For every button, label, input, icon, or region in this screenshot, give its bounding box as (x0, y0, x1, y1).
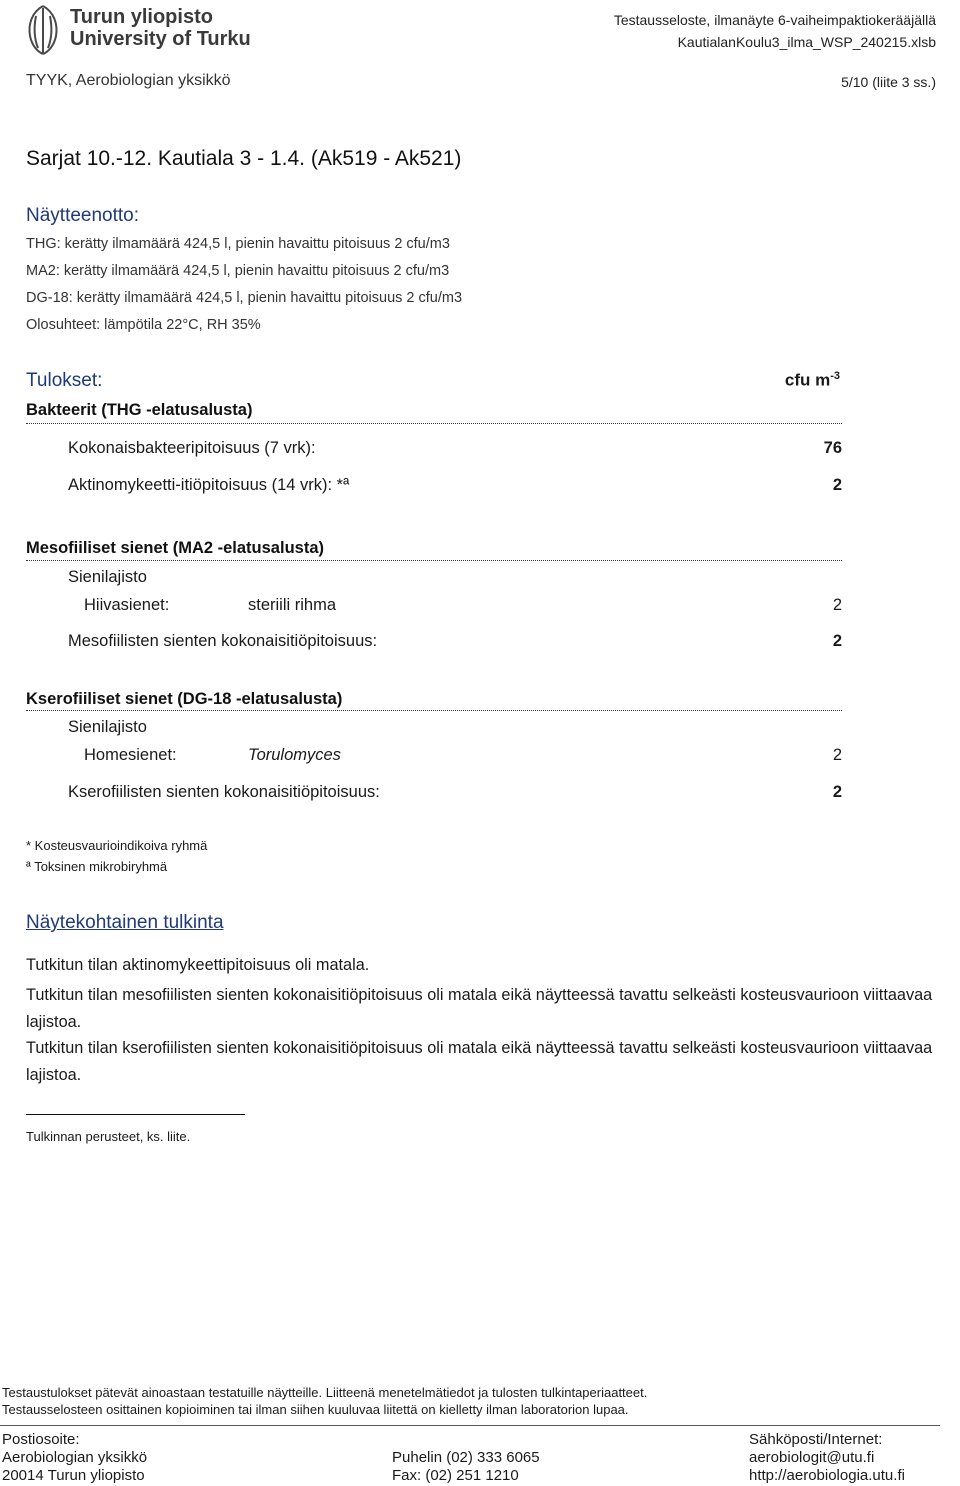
postal-address (2, 1431, 147, 1485)
address-line: Aerobiologian yksikkö (2, 1449, 148, 1466)
result-row-total-bacteria (68, 439, 842, 458)
unit-base: cfu m (784, 370, 831, 390)
sampling-heading: Näytteenotto: (26, 205, 140, 226)
xerophilic-genus-row (84, 746, 842, 765)
file-name: KautialanKoulu3_ilma_WSP_240215.xlsb (677, 34, 936, 50)
divider (26, 710, 842, 711)
footnote-moisture: * Kosteusvaurioindikoiva ryhmä (26, 838, 208, 853)
logo-text-en: University of Turku (70, 28, 251, 50)
mesophilic-species-label: Sienilajisto (68, 568, 147, 586)
row-label: Kokonaisbakteeripitoisuus (7 vrk): (68, 439, 316, 457)
sampling-line-dg18: DG-18: kerätty ilmamäärä 424,5 l, pienin havaittu pitoisuus 2 cfu/m3 (26, 290, 463, 306)
mesophilic-total-row (68, 632, 842, 651)
logo-text-fi: Turun yliopisto (70, 6, 213, 28)
report-title: Testausseloste, ilmanäyte 6-vaiheimpaktiokerääjällä (613, 12, 936, 28)
genus-label: Homesienet: (84, 746, 177, 764)
results-unit (785, 370, 840, 391)
phone-contact (392, 1449, 540, 1485)
mesophilic-genus-row (84, 596, 842, 615)
results-heading: Tulokset: (26, 370, 103, 391)
row-value: 2 (832, 476, 842, 494)
xerophilic-species-label: Sienilajisto (68, 718, 147, 736)
interpretation-paragraph: Tutkitun tilan mesofiilisten sienten kokonaisitiöpitoisuus oli matala eikä näytteessä tavattu selkeästi kosteusvaurioon viittaavaa lajistoa. (26, 986, 933, 1031)
divider (26, 1114, 245, 1115)
divider (26, 423, 842, 424)
bacteria-heading: Bakteerit (THG -elatusalusta) (26, 401, 253, 419)
fax-number: Fax: (02) 251 1210 (392, 1467, 519, 1484)
divider (0, 1425, 940, 1426)
email-link[interactable]: aerobiologit@utu.fi (749, 1449, 875, 1466)
mesophilic-heading: Mesofiiliset sienet (MA2 -elatusalusta) (26, 539, 324, 557)
sampling-line-ma2: MA2: kerätty ilmamäärä 424,5 l, pienin havaittu pitoisuus 2 cfu/m3 (26, 263, 450, 279)
address-line: 20014 Turun yliopisto (2, 1467, 145, 1484)
row-value: 2 (832, 632, 842, 650)
web-contact (749, 1431, 905, 1485)
web-label: Sähköposti/Internet: (749, 1431, 883, 1448)
genus-value: 2 (832, 746, 842, 764)
sampling-conditions: Olosuhteet: lämpötila 22°C, RH 35% (26, 317, 261, 333)
sampling-line-thg: THG: kerätty ilmamäärä 424,5 l, pienin havaittu pitoisuus 2 cfu/m3 (26, 236, 450, 252)
row-label: Aktinomykeetti-itiöpitoisuus (14 vrk): *ª (68, 476, 350, 494)
disclaimer-copy: Testausselosteen osittainen kopioiminen tai ilman siihen kuuluvaa liitettä on kielletty ilman laboratorion lupaa. (2, 1402, 629, 1417)
disclaimer-validity: Testaustulokset pätevät ainoastaan testatuille näytteille. Liitteenä menetelmätiedot ja tulosten tulkintaperiaatteet. (2, 1385, 648, 1400)
address-label: Postiosoite: (2, 1431, 80, 1448)
row-value: 76 (823, 439, 842, 457)
genus-name: Torulomyces (248, 746, 341, 764)
website-link[interactable]: http://aerobiologia.utu.fi (749, 1467, 905, 1484)
row-label: Mesofiilisten sienten kokonaisitiöpitoisuus: (68, 632, 378, 650)
interpretation-paragraph: Tutkitun tilan kserofiilisten sienten kokonaisitiöpitoisuus oli matala eikä näytteessä tavattu selkeästi kosteusvaurioon viittaavaa lajistoa. (26, 1039, 933, 1084)
phone-number: Puhelin (02) 333 6065 (392, 1449, 540, 1466)
result-row-actinomycetes (68, 476, 842, 495)
xerophilic-heading: Kserofiiliset sienet (DG-18 -elatusalusta) (26, 690, 343, 708)
department-name: TYYK, Aerobiologian yksikkö (26, 72, 231, 89)
page-info: 5/10 (liite 3 ss.) (841, 74, 936, 90)
university-logo (18, 2, 68, 56)
unit-exponent: -3 (830, 370, 840, 382)
series-title: Sarjat 10.-12. Kautiala 3 - 1.4. (Ak519 - Ak521) (26, 147, 462, 170)
row-value: 2 (832, 783, 842, 801)
interpretation-heading: Näytekohtainen tulkinta (26, 912, 224, 933)
interpretation-paragraph: Tutkitun tilan aktinomykeettipitoisuus oli matala. (26, 956, 370, 974)
row-label: Kserofiilisten sienten kokonaisitiöpitoisuus: (68, 783, 380, 801)
genus-name: steriili rihma (248, 596, 337, 614)
genus-value: 2 (832, 596, 842, 614)
interpretation-basis: Tulkinnan perusteet, ks. liite. (26, 1129, 191, 1144)
divider (26, 560, 842, 561)
footnote-toxic: ª Toksinen mikrobiryhmä (26, 859, 168, 874)
xerophilic-total-row (68, 783, 842, 802)
genus-label: Hiivasienet: (84, 596, 170, 614)
